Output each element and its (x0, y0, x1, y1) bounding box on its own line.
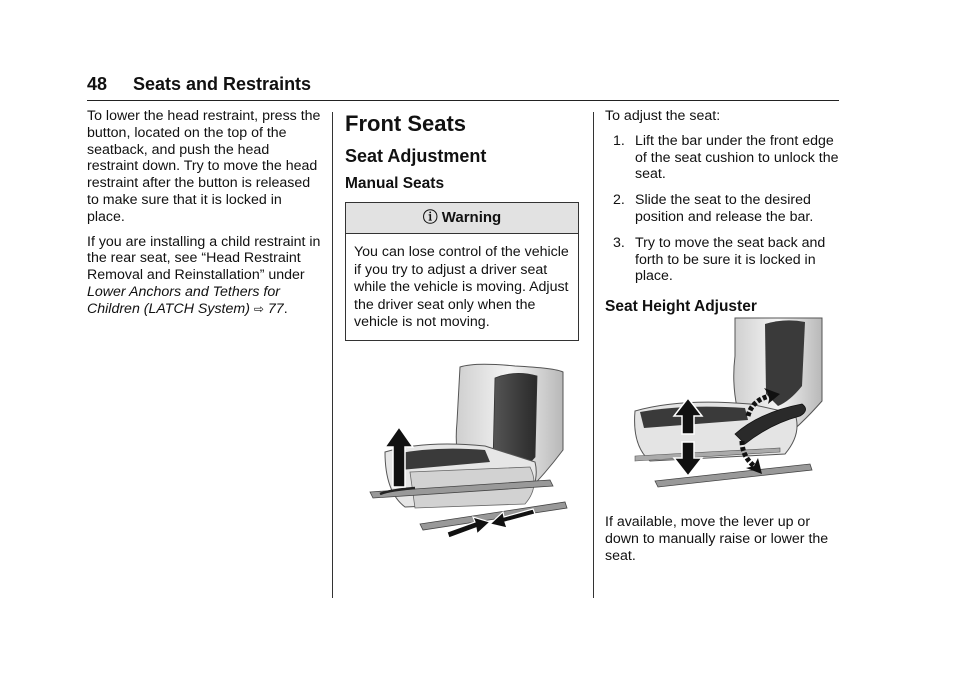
section-title: Seats and Restraints (133, 74, 312, 94)
column-left (87, 108, 322, 326)
list-item: 2. Slide the seat to the desired position and release the bar. (613, 192, 814, 225)
page-reference-icon: ⇨ (253, 301, 264, 316)
warning-body: You can lose control of the vehicle if you try to adjust a driver seat while the vehicle is moving. Adjust the driver seat only when the vehicle is not moving. (354, 244, 569, 330)
paragraph (87, 234, 322, 318)
page-reference[interactable]: 77 (267, 300, 284, 317)
heading-manual-seats: Manual Seats (345, 175, 445, 192)
warning-header (346, 203, 578, 234)
page-header (87, 72, 839, 101)
heading-seat-adjustment: Seat Adjustment (345, 146, 487, 166)
paragraph-text: If you are installing a child restraint in the rear seat, see “Head Restraint Removal and Reinstallation” under (87, 233, 321, 284)
paragraph: If available, move the lever up or down to manually raise or lower the seat. (605, 514, 829, 564)
seat-height-adjuster-illustration (630, 316, 825, 496)
page-number: 48 (87, 74, 108, 94)
steps-list (605, 133, 840, 285)
warning-icon: ⓘ (422, 208, 438, 226)
column-middle (345, 108, 585, 341)
list-item: 3. Try to move the seat back and forth to be sure it is locked in place. (613, 234, 826, 285)
warning-box (345, 202, 579, 341)
steps-intro: To adjust the seat: (605, 108, 721, 124)
sentence-end: . (283, 300, 288, 317)
column-divider (593, 112, 594, 598)
cross-reference-link[interactable]: Lower Anchors and Tethers for Children (LATCH System) (87, 283, 280, 317)
column-right (605, 108, 840, 325)
manual-seat-illustration (365, 362, 570, 540)
heading-front-seats: Front Seats (345, 111, 467, 136)
warning-title: Warning (441, 208, 502, 226)
list-item: 1. Lift the bar under the front edge of the seat cushion to unlock the seat. (613, 132, 839, 183)
column-divider (332, 112, 333, 598)
paragraph: To lower the head restraint, press the button, located on the top of the seatback, and push the head restraint down. Try to move the head restraint after the button is released to make sure that it is locked in place. (87, 108, 321, 225)
heading-seat-height-adjuster: Seat Height Adjuster (605, 298, 757, 316)
